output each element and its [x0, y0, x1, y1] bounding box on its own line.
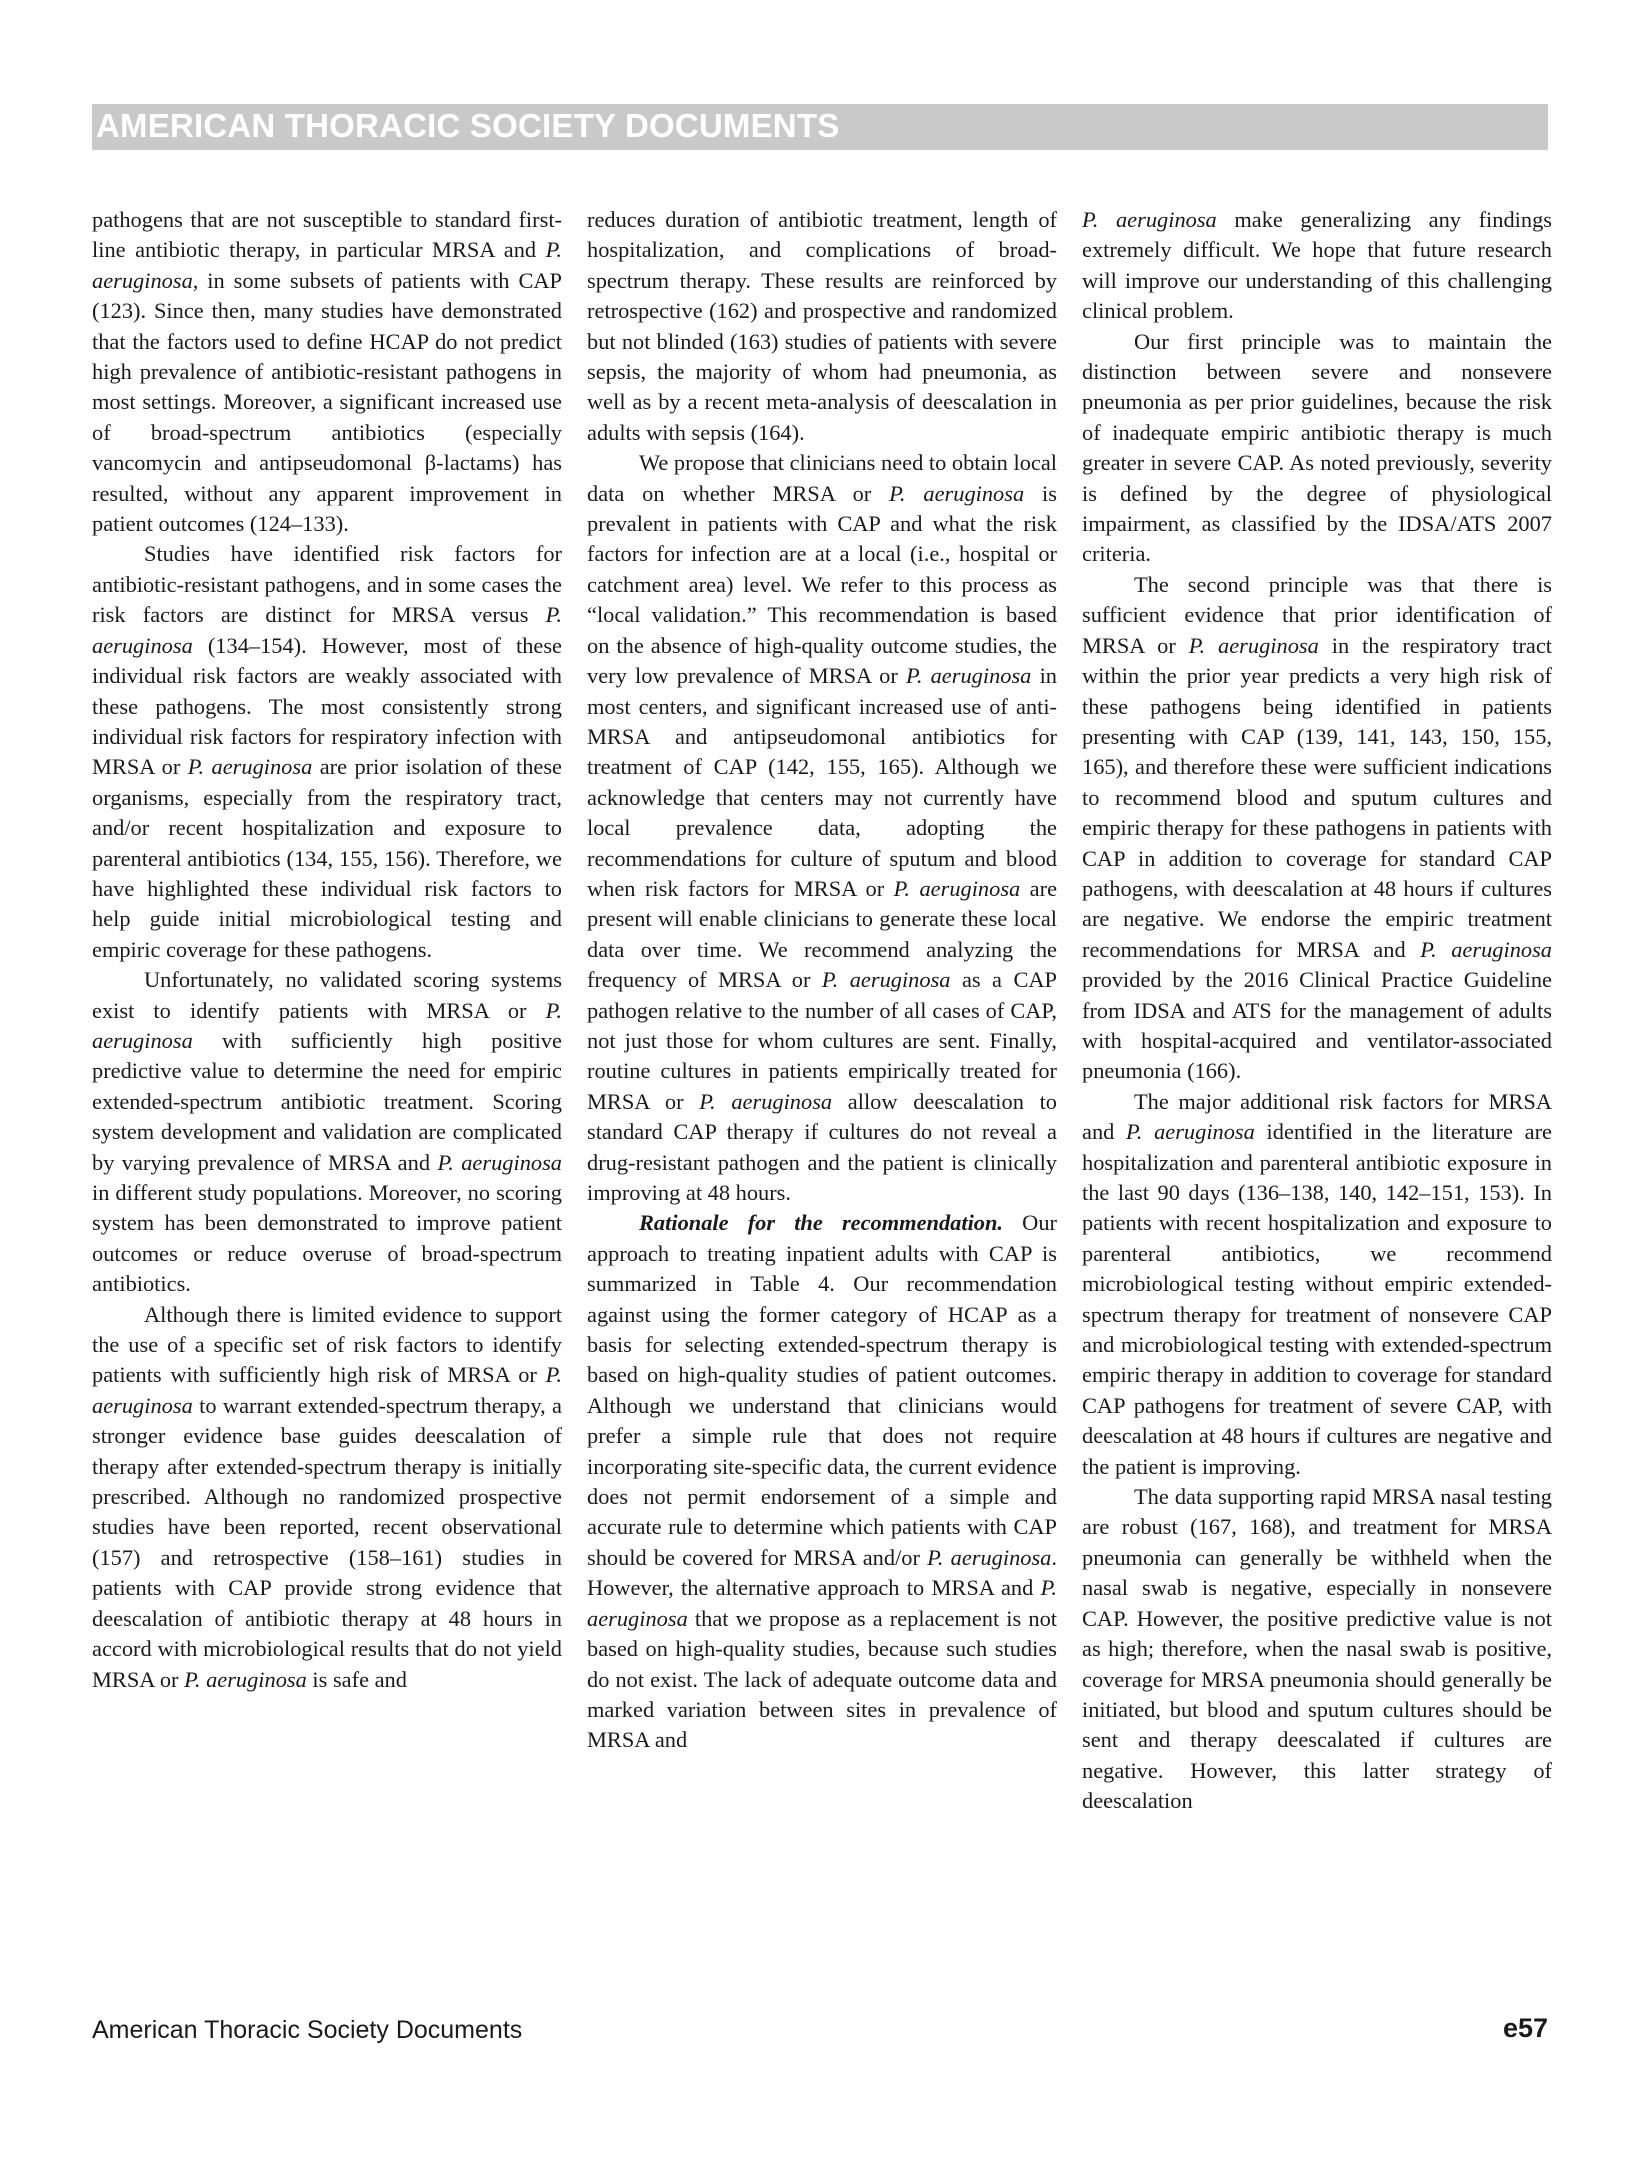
text-run: The data supporting rapid MRSA nasal testing are robust (167, 168), and treatment for MRSA pneumonia can generally be withheld when the nasal swab is negative, especially in nonsevere CAP. However, the positive predictive value is not as high; therefore, when the nasal swab is positive, coverage for MRSA pneumonia should generally be initiated, but blood and sputum cultures should be sent and therapy deescalated if cultures are negative. However, this latter strategy of deescalation: [1082, 1484, 1552, 1814]
text-run: Our approach to treating inpatient adults with CAP is summarized in Table 4. Our recommendation against using the former category of HCAP as a basis for selecting extended-spectrum therapy is based on high-quality studies of patient outcomes. Although we understand that clinicians would prefer a simple rule that does not require incorporating site-specific data, the current evidence does not permit endorsement of a simple and accurate rule to determine which patients with CAP should be covered for MRSA and/or: [587, 1210, 1058, 1570]
text-run: make generalizing any findings extremely difficult. We hope that future research will improve our understanding of this challenging clinical problem.: [1082, 207, 1552, 324]
body-paragraph: [587, 1208, 1057, 1755]
text-run: identified in the literature are hospitalization and parenteral antibiotic exposure in the last 90 days (136–138, 140, 142–151, 153). In patients with recent hospitalization and exposure to parenteral antibiotics, we recommend microbiological testing without empiric extended-spectrum therapy for treatment of nonsevere CAP and microbiological testing with extended-spectrum empiric therapy in addition to coverage for standard CAP pathogens for treatment of severe CAP, with deescalation at 48 hours if cultures are negative and the patient is improving.: [1082, 1119, 1552, 1479]
italic-term: P. aeruginosa: [1188, 632, 1319, 658]
italic-term: P. aeruginosa: [92, 1362, 562, 1418]
text-column-2: [587, 205, 1057, 1756]
text-run: reduces duration of antibiotic treatment, length of hospitalization, and complications of broad-spectrum therapy. These results are reinforced by retrospective (162) and prospective and randomized but not blinded (163) studies of patients with severe sepsis, the majority of whom had pneumonia, as well as by a recent meta-analysis of deescalation in adults with sepsis (164).: [587, 207, 1057, 445]
body-paragraph: [1082, 327, 1552, 570]
italic-term: P. aeruginosa: [1082, 207, 1217, 232]
text-run: in different study populations. Moreover, no scoring system has been demonstrated to improve patient outcomes or reduce overuse of broad-spectrum antibiotics.: [92, 1180, 562, 1297]
text-run: We propose that clinicians need to obtain local data on whether MRSA or: [587, 450, 1057, 506]
text-run: are present will enable clinicians to generate these local data over time. We recommend analyzing the frequency of MRSA or: [587, 875, 1058, 993]
body-paragraph: [1082, 570, 1552, 1087]
italic-term: P. aeruginosa: [184, 1666, 307, 1692]
text-run: pathogens that are not susceptible to standard first-line antibiotic therapy, in particular MRSA and: [92, 207, 562, 263]
italic-term: P. aeruginosa: [699, 1088, 833, 1114]
text-run: in most centers, and significant increased use of anti-MRSA and antipseudomonal antibiotics for treatment of CAP (142, 155, 165). Although we acknowledge that centers may not currently have local prevalence data, adopting the recommendations for culture of sputum and blood when risk factors for MRSA or: [587, 663, 1057, 901]
footer-journal-name: American Thoracic Society Documents: [92, 2016, 523, 2044]
italic-term: P. aeruginosa: [889, 480, 1025, 506]
italic-term: P. aeruginosa: [92, 997, 562, 1053]
text-run: (134–154). However, most of these individual risk factors are weakly associated with these pathogens. The most consistently strong individual risk factors for respiratory infection with MRSA or: [92, 632, 562, 780]
text-run: Although there is limited evidence to support the use of a specific set of risk factors to identify patients with sufficiently high risk of MRSA or: [92, 1301, 562, 1388]
text-run: The major additional risk factors for MRSA and: [1082, 1088, 1552, 1145]
text-run: with sufficiently high positive predictive value to determine the need for empiric extended-spectrum antibiotic treatment. Scoring system development and validation are complicated by varying prevalence of MRSA and: [92, 1027, 562, 1175]
body-paragraph: [1082, 1482, 1552, 1816]
text-run: provided by the 2016 Clinical Practice Guideline from IDSA and ATS for the management of adults with hospital-acquired and ventilator-associated pneumonia (166).: [1082, 967, 1552, 1084]
text-column-3: [1082, 205, 1552, 1817]
text-run: are prior isolation of these organisms, especially from the respiratory tract, and/or recent hospitalization and exposure to parenteral antibiotics (134, 155, 156). Therefore, we have highlighted these individual risk factors to help guide initial microbiological testing and empiric coverage for these pathogens.: [92, 754, 562, 962]
text-run: is prevalent in patients with CAP and what the risk factors for infection are at a local (i.e., hospital or catchment area) level. We refer to this process as “local validation.” This recommendation is based on the absence of high-quality outcome studies, the very low prevalence of MRSA or: [587, 480, 1057, 689]
text-run: allow deescalation to standard CAP therapy if cultures do not reveal a drug-resistant pathogen and the patient is clinically improving at 48 hours.: [587, 1088, 1057, 1205]
body-paragraph: [587, 448, 1057, 1208]
italic-term: P. aeruginosa: [1420, 936, 1552, 962]
body-paragraph: [587, 205, 1057, 448]
italic-term: P. aeruginosa: [92, 237, 562, 293]
italic-term: P. aeruginosa: [437, 1149, 562, 1175]
italic-term: P. aeruginosa: [187, 754, 313, 780]
section-header-title: AMERICAN THORACIC SOCIETY DOCUMENTS: [96, 107, 840, 144]
body-paragraph: [92, 205, 562, 539]
text-run: , in some subsets of patients with CAP (123). Since then, many studies have demonstrated that the factors used to define HCAP do not predict high prevalence of antibiotic-resistant pathogens in most settings. Moreover, a significant increased use of broad-spectrum antibiotics (especially vancomycin and antipseudomonal β-lactams) has resulted, without any apparent improvement in patient outcomes (124–133).: [92, 267, 562, 537]
body-paragraph: [1082, 1087, 1552, 1482]
body-paragraph: [92, 1300, 562, 1695]
body-paragraph: [1082, 205, 1552, 327]
text-column-1: [92, 205, 562, 1695]
text-run: Our first principle was to maintain the distinction between severe and nonsevere pneumonia as per prior guidelines, because the risk of inadequate empiric antibiotic therapy is much greater in severe CAP. As noted previously, severity is defined by the degree of physiological impairment, as classified by the IDSA/ATS 2007 criteria.: [1082, 328, 1552, 567]
italic-term: P. aeruginosa: [906, 663, 1032, 689]
text-run: Studies have identified risk factors for antibiotic-resistant pathogens, and in some cases the risk factors are distinct for MRSA versus: [92, 541, 562, 628]
text-run: is safe and: [306, 1666, 407, 1692]
italic-term: P. aeruginosa: [821, 967, 951, 993]
body-paragraph: [92, 539, 562, 965]
run-in-heading: Rationale for the recommendation.: [639, 1210, 1004, 1236]
text-run: that we propose as a replacement is not based on high-quality studies, because such studies do not exist. The lack of adequate outcome data and marked variation between sites in prevalence of MRSA and: [587, 1605, 1057, 1753]
italic-term: P. aeruginosa: [893, 875, 1021, 901]
text-run: . However, the alternative approach to MRSA and: [587, 1544, 1057, 1601]
text-run: to warrant extended-spectrum therapy, a stronger evidence base guides deescalation of therapy after extended-spectrum therapy is initially prescribed. Although no randomized prospective studies have been reported, recent observational (157) and retrospective (158–161) studies in patients with CAP provide strong evidence that deescalation of antibiotic therapy at 48 hours in accord with microbiological results that do not yield MRSA or: [92, 1392, 562, 1692]
body-paragraph: [92, 965, 562, 1299]
footer-page-number: e57: [1502, 2013, 1548, 2043]
italic-term: P. aeruginosa: [587, 1575, 1057, 1631]
text-run: The second principle was that there is sufficient evidence that prior identification of MRSA or: [1082, 571, 1552, 658]
italic-term: P. aeruginosa: [1126, 1119, 1255, 1145]
text-run: as a CAP pathogen relative to the number of all cases of CAP, not just those for whom cultures are sent. Finally, routine cultures in patients empirically treated for MRSA or: [587, 967, 1057, 1114]
text-run: Unfortunately, no validated scoring systems exist to identify patients with MRSA or: [92, 967, 562, 1023]
text-run: in the respiratory tract within the prior year predicts a very high risk of these pathogens being identified in patients presenting with CAP (139, 141, 143, 150, 155, 165), and therefore these were sufficient indications to recommend blood and sputum cultures and empiric therapy for these pathogens in patients with CAP in addition to coverage for standard CAP pathogens, with deescalation at 48 hours if cultures are negative. We endorse the empiric treatment recommendations for MRSA and: [1082, 632, 1553, 962]
italic-term: P. aeruginosa: [927, 1544, 1052, 1570]
italic-term: P. aeruginosa: [92, 602, 562, 658]
section-header-band: [92, 104, 1548, 150]
